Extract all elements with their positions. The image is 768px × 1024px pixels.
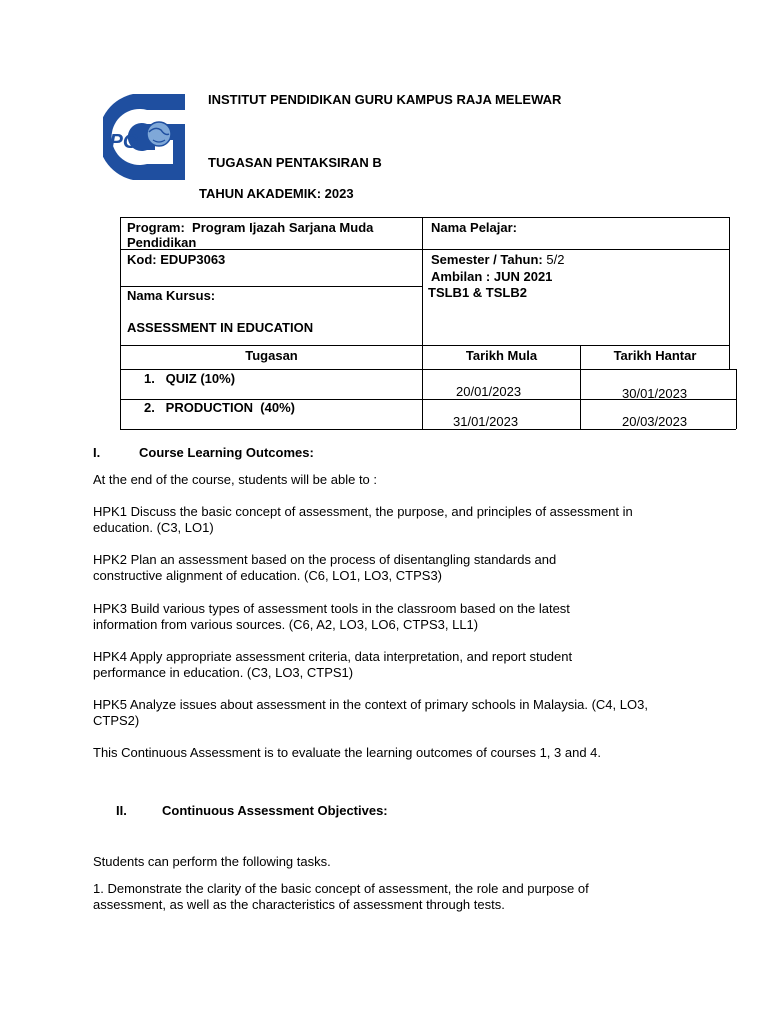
outcome-hpk3: HPK3 Build various types of assessment tools in the classroom based on the latest information from various sources. (C6, A2, LO3, LO6, CTPS3, LL1) <box>93 601 570 632</box>
ipg-logo-graphic <box>103 92 187 182</box>
intake-cell <box>431 269 552 284</box>
task-row-1-name: 1. QUIZ (10%) <box>144 371 236 386</box>
section-2-intro: Students can perform the following tasks. <box>93 854 331 869</box>
outcome-hpk5: HPK5 Analyze issues about assessment in the context of primary schools in Malaysia. (C4, LO3, CTPS2) <box>93 697 648 728</box>
code-value: EDUP3063 <box>160 252 226 267</box>
course-name-label: Nama Kursus: <box>127 288 216 303</box>
program-cell <box>127 220 417 250</box>
groups-value: TSLB1 & TSLB2 <box>428 285 527 300</box>
task-row-2-due: 20/03/2023 <box>622 414 688 429</box>
section-1-number: I. <box>93 445 101 460</box>
task-row-2-start: 31/01/2023 <box>453 414 519 429</box>
section-1-closing: This Continuous Assessment is to evaluate the learning outcomes of courses 1, 3 and 4. <box>93 745 602 760</box>
due-date-header: Tarikh Hantar <box>613 348 697 363</box>
semester-label: Semester / Tahun: <box>431 252 543 267</box>
outcome-hpk4: HPK4 Apply appropriate assessment criteria, data interpretation, and report student performance in education. (C3, LO3, CTPS1) <box>93 649 573 680</box>
task-header: Tugasan <box>245 348 298 363</box>
outcome-hpk1: HPK1 Discuss the basic concept of assessment, the purpose, and principles of assessment in education. (C3, LO1) <box>93 504 633 535</box>
outcome-hpk2: HPK2 Plan an assessment based on the process of disentangling standards and constructive alignment of education. (C6, LO1, LO3, CTPS3) <box>93 552 557 583</box>
student-name-label: Nama Pelajar: <box>431 220 517 235</box>
academic-year: TAHUN AKADEMIK: 2023 <box>199 186 354 201</box>
section-1-title: Course Learning Outcomes: <box>139 445 314 460</box>
program-label: Program: <box>127 220 185 235</box>
semester-cell <box>431 252 564 267</box>
start-date-header: Tarikh Mula <box>465 348 538 363</box>
intake-label: Ambilan : <box>431 269 491 284</box>
semester-value: 5/2 <box>546 252 565 267</box>
assignment-title: TUGASAN PENTAKSIRAN B <box>208 155 382 170</box>
task-row-1-due: 30/01/2023 <box>622 386 688 401</box>
objective-task-1: 1. Demonstrate the clarity of the basic concept of assessment, the role and purpose of assessment, as well as the characteristics of assessment through tests. <box>93 881 589 912</box>
section-2-number: II. <box>116 803 127 818</box>
course-name-value: ASSESSMENT IN EDUCATION <box>127 320 314 335</box>
code-cell <box>127 252 225 267</box>
logo-text: iPG <box>104 131 139 153</box>
program-value: Program Ijazah Sarjana Muda Pendidikan <box>127 220 374 250</box>
task-row-2-name: 2. PRODUCTION (40%) <box>144 400 295 415</box>
ipg-logo <box>103 92 187 182</box>
section-1-intro: At the end of the course, students will be able to : <box>93 472 378 487</box>
section-2-title: Continuous Assessment Objectives: <box>162 803 388 818</box>
intake-value: JUN 2021 <box>493 269 553 284</box>
task-row-1-start: 20/01/2023 <box>456 384 522 399</box>
institution-title: INSTITUT PENDIDIKAN GURU KAMPUS RAJA MELEWAR <box>208 92 562 107</box>
code-label: Kod: <box>127 252 157 267</box>
